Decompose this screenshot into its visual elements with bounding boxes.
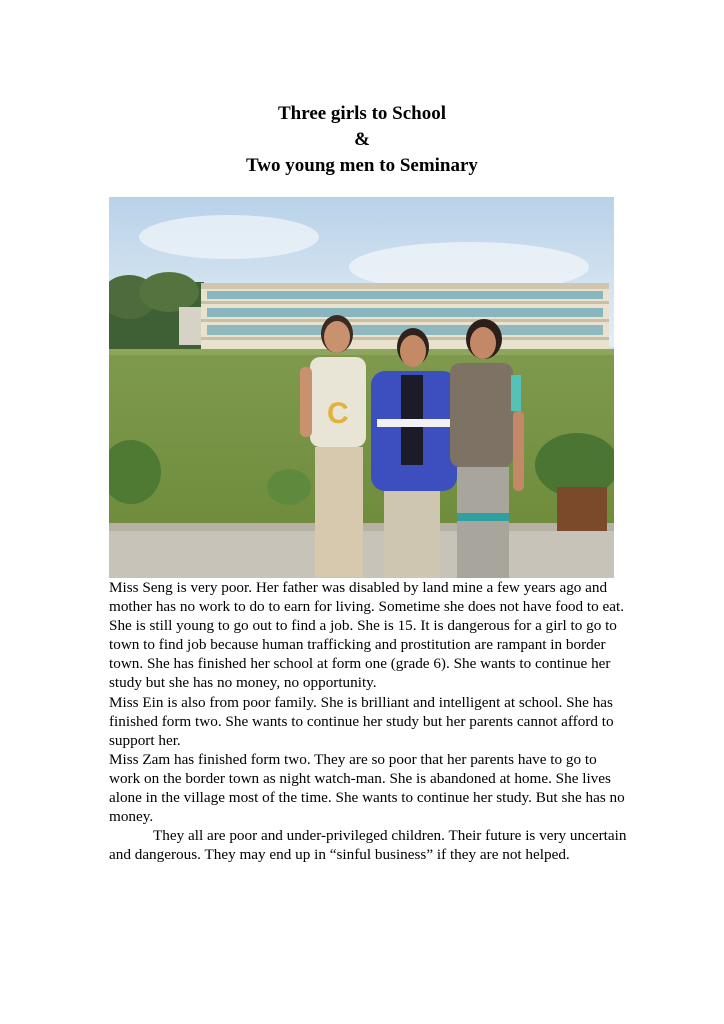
paragraph-seng: Miss Seng is very poor. Her father was disabled by land mine a few years ago and mother has no work to do to earn for living. Sometime she does not have food to eat. She is still young to go out to find a job. She is 15. It is dangerous for a girl to go to town to find job because human trafficking and prostitution are rampant in border town. She has finished her school at form one (grade 6). She wants to continue her study but she has no money, no opportunity.: [109, 579, 625, 692]
paragraph-ein: Miss Ein is also from poor family. She is brilliant and intelligent at school. She has finished form two. She wants to continue her study but her parents cannot afford to support her.: [109, 693, 614, 749]
shirt-print: C: [327, 397, 349, 430]
title-line-1: Three girls to School: [277, 103, 446, 124]
school-photo: [109, 197, 614, 578]
paragraph-zam: Miss Zam has finished form two. They are so poor that her parents have to go to work on the border town as night watch-man. She is abandoned at home. She lives alone in the village most of the time. She wants to continue her study. But she has no money.: [109, 750, 625, 826]
title-line-2: &: [354, 129, 370, 150]
small-house: [179, 307, 201, 345]
title-line-3: Two young men to Seminary: [246, 155, 478, 176]
cloud: [139, 215, 319, 259]
document-title: [0, 101, 724, 179]
paragraph-summary: They all are poor and under-privileged children. Their future is very uncertain and dangerous. They may end up in “sinful business” if they are not helped.: [109, 827, 627, 864]
building-windows: [207, 291, 603, 335]
planter-right: [557, 487, 607, 531]
body-text: [109, 578, 629, 864]
